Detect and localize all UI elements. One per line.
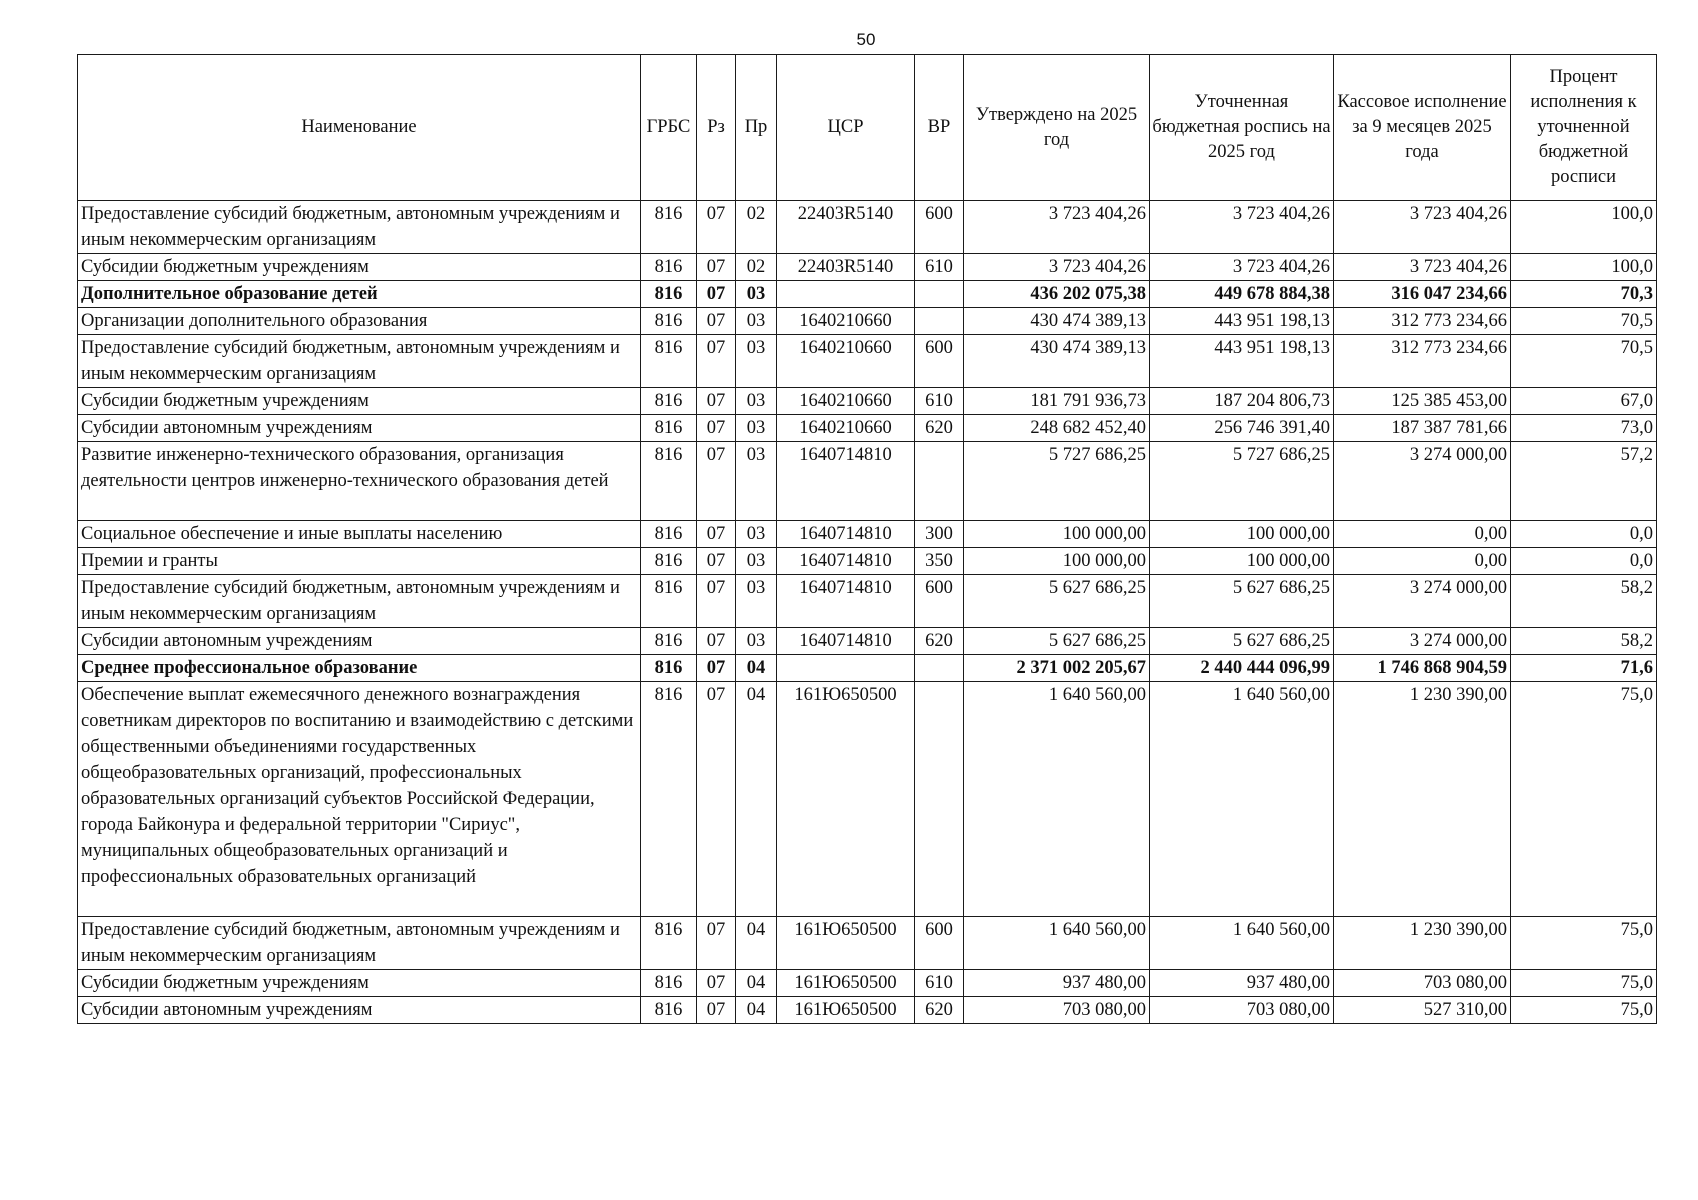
cell-refined: 1 640 560,00 [1150, 917, 1334, 970]
cell-grbs: 816 [641, 308, 697, 335]
cell-grbs: 816 [641, 521, 697, 548]
cell-pr: 04 [736, 917, 777, 970]
cell-approved: 937 480,00 [964, 970, 1150, 997]
cell-approved: 430 474 389,13 [964, 335, 1150, 388]
table-row [78, 415, 1657, 442]
cell-approved: 436 202 075,38 [964, 281, 1150, 308]
cell-csr [777, 281, 915, 308]
header-cash: Кассовое исполнение за 9 месяцев 2025 года [1334, 55, 1511, 201]
cell-rz: 07 [697, 970, 736, 997]
table-row [78, 575, 1657, 628]
cell-cash: 3 723 404,26 [1334, 201, 1511, 254]
table-row [78, 335, 1657, 388]
cell-rz: 07 [697, 308, 736, 335]
cell-grbs: 816 [641, 388, 697, 415]
cell-name: Предоставление субсидий бюджетным, автономным учреждениям и иным некоммерческим организациям [78, 201, 641, 254]
cell-approved: 3 723 404,26 [964, 201, 1150, 254]
cell-refined: 100 000,00 [1150, 521, 1334, 548]
table-row [78, 201, 1657, 254]
cell-approved: 100 000,00 [964, 521, 1150, 548]
cell-approved: 5 627 686,25 [964, 575, 1150, 628]
cell-csr: 22403R5140 [777, 201, 915, 254]
cell-percent: 0,0 [1511, 548, 1657, 575]
cell-grbs: 816 [641, 682, 697, 917]
cell-cash: 312 773 234,66 [1334, 308, 1511, 335]
cell-percent: 73,0 [1511, 415, 1657, 442]
table-row-section [78, 281, 1657, 308]
cell-rz: 07 [697, 655, 736, 682]
cell-vr [915, 308, 964, 335]
cell-vr [915, 682, 964, 917]
header-name: Наименование [78, 55, 641, 201]
cell-rz: 07 [697, 682, 736, 917]
cell-refined: 937 480,00 [1150, 970, 1334, 997]
cell-refined: 187 204 806,73 [1150, 388, 1334, 415]
cell-grbs: 816 [641, 442, 697, 521]
cell-name: Субсидии бюджетным учреждениям [78, 254, 641, 281]
cell-vr: 600 [915, 201, 964, 254]
cell-grbs: 816 [641, 281, 697, 308]
cell-approved: 430 474 389,13 [964, 308, 1150, 335]
cell-refined: 100 000,00 [1150, 548, 1334, 575]
cell-refined: 5 727 686,25 [1150, 442, 1334, 521]
cell-refined: 256 746 391,40 [1150, 415, 1334, 442]
cell-grbs: 816 [641, 335, 697, 388]
cell-csr: 1640714810 [777, 575, 915, 628]
cell-rz: 07 [697, 521, 736, 548]
cell-rz: 07 [697, 254, 736, 281]
cell-percent: 100,0 [1511, 254, 1657, 281]
cell-pr: 03 [736, 335, 777, 388]
cell-grbs: 816 [641, 917, 697, 970]
cell-vr [915, 655, 964, 682]
cell-refined: 5 627 686,25 [1150, 628, 1334, 655]
table-row-section [78, 655, 1657, 682]
table-row [78, 548, 1657, 575]
cell-percent: 70,5 [1511, 308, 1657, 335]
cell-rz: 07 [697, 201, 736, 254]
cell-csr: 161Ю650500 [777, 682, 915, 917]
cell-name: Субсидии автономным учреждениям [78, 415, 641, 442]
cell-percent: 57,2 [1511, 442, 1657, 521]
cell-name: Премии и гранты [78, 548, 641, 575]
cell-pr: 03 [736, 308, 777, 335]
cell-grbs: 816 [641, 575, 697, 628]
cell-cash: 125 385 453,00 [1334, 388, 1511, 415]
cell-approved: 248 682 452,40 [964, 415, 1150, 442]
cell-approved: 100 000,00 [964, 548, 1150, 575]
cell-pr: 04 [736, 970, 777, 997]
cell-rz: 07 [697, 442, 736, 521]
table-row [78, 521, 1657, 548]
cell-name: Предоставление субсидий бюджетным, автономным учреждениям и иным некоммерческим организациям [78, 575, 641, 628]
cell-percent: 70,5 [1511, 335, 1657, 388]
cell-vr: 600 [915, 917, 964, 970]
cell-vr: 600 [915, 575, 964, 628]
cell-vr: 350 [915, 548, 964, 575]
cell-cash: 0,00 [1334, 548, 1511, 575]
cell-percent: 71,6 [1511, 655, 1657, 682]
cell-grbs: 816 [641, 628, 697, 655]
cell-cash: 187 387 781,66 [1334, 415, 1511, 442]
cell-rz: 07 [697, 335, 736, 388]
cell-cash: 0,00 [1334, 521, 1511, 548]
cell-refined: 5 627 686,25 [1150, 575, 1334, 628]
budget-table [77, 54, 1657, 1024]
table-row [78, 997, 1657, 1024]
cell-approved: 2 371 002 205,67 [964, 655, 1150, 682]
cell-csr: 1640210660 [777, 388, 915, 415]
cell-cash: 3 723 404,26 [1334, 254, 1511, 281]
cell-pr: 03 [736, 521, 777, 548]
cell-grbs: 816 [641, 201, 697, 254]
cell-rz: 07 [697, 628, 736, 655]
cell-approved: 703 080,00 [964, 997, 1150, 1024]
header-csr: ЦСР [777, 55, 915, 201]
header-grbs: ГРБС [641, 55, 697, 201]
cell-rz: 07 [697, 281, 736, 308]
cell-rz: 07 [697, 917, 736, 970]
cell-refined: 1 640 560,00 [1150, 682, 1334, 917]
cell-name: Организации дополнительного образования [78, 308, 641, 335]
cell-csr: 1640210660 [777, 335, 915, 388]
cell-grbs: 816 [641, 655, 697, 682]
cell-name: Обеспечение выплат ежемесячного денежного вознаграждения советникам директоров по воспитанию и взаимодействию с детскими общественными объединениями государственных общеобразовательных организаций, профессиональных образовательных организаций субъектов Российской Федерации, города Байконура и федеральной территории "Сириус", муниципальных общеобразовательных организаций и профессиональных образовательных организаций [78, 682, 641, 917]
cell-grbs: 816 [641, 548, 697, 575]
header-row [78, 55, 1657, 201]
table-row [78, 254, 1657, 281]
cell-approved: 5 627 686,25 [964, 628, 1150, 655]
cell-vr [915, 442, 964, 521]
cell-vr [915, 281, 964, 308]
cell-pr: 03 [736, 442, 777, 521]
cell-cash: 3 274 000,00 [1334, 575, 1511, 628]
header-pr: Пр [736, 55, 777, 201]
cell-percent: 67,0 [1511, 388, 1657, 415]
cell-pr: 03 [736, 388, 777, 415]
cell-name: Субсидии бюджетным учреждениям [78, 970, 641, 997]
cell-rz: 07 [697, 548, 736, 575]
cell-csr: 1640714810 [777, 521, 915, 548]
cell-name: Среднее профессиональное образование [78, 655, 641, 682]
cell-approved: 1 640 560,00 [964, 682, 1150, 917]
cell-approved: 5 727 686,25 [964, 442, 1150, 521]
table-row [78, 308, 1657, 335]
cell-refined: 3 723 404,26 [1150, 201, 1334, 254]
header-vr: ВР [915, 55, 964, 201]
cell-cash: 3 274 000,00 [1334, 628, 1511, 655]
cell-csr: 1640210660 [777, 308, 915, 335]
cell-refined: 3 723 404,26 [1150, 254, 1334, 281]
cell-csr: 1640714810 [777, 442, 915, 521]
cell-cash: 1 746 868 904,59 [1334, 655, 1511, 682]
cell-percent: 75,0 [1511, 970, 1657, 997]
cell-cash: 316 047 234,66 [1334, 281, 1511, 308]
cell-percent: 70,3 [1511, 281, 1657, 308]
cell-pr: 04 [736, 682, 777, 917]
cell-vr: 620 [915, 415, 964, 442]
cell-approved: 3 723 404,26 [964, 254, 1150, 281]
cell-percent: 58,2 [1511, 575, 1657, 628]
cell-vr: 600 [915, 335, 964, 388]
cell-rz: 07 [697, 997, 736, 1024]
cell-vr: 620 [915, 628, 964, 655]
header-approved: Утверждено на 2025 год [964, 55, 1150, 201]
cell-csr: 1640714810 [777, 548, 915, 575]
cell-vr: 620 [915, 997, 964, 1024]
cell-pr: 03 [736, 575, 777, 628]
cell-csr [777, 655, 915, 682]
table-row [78, 388, 1657, 415]
table-row [78, 970, 1657, 997]
cell-refined: 703 080,00 [1150, 997, 1334, 1024]
cell-percent: 58,2 [1511, 628, 1657, 655]
cell-percent: 0,0 [1511, 521, 1657, 548]
cell-cash: 703 080,00 [1334, 970, 1511, 997]
cell-grbs: 816 [641, 415, 697, 442]
cell-grbs: 816 [641, 254, 697, 281]
cell-approved: 1 640 560,00 [964, 917, 1150, 970]
cell-name: Дополнительное образование детей [78, 281, 641, 308]
table-row [78, 628, 1657, 655]
header-rz: Рз [697, 55, 736, 201]
cell-refined: 443 951 198,13 [1150, 308, 1334, 335]
cell-cash: 1 230 390,00 [1334, 682, 1511, 917]
cell-vr: 610 [915, 388, 964, 415]
cell-csr: 1640714810 [777, 628, 915, 655]
cell-name: Социальное обеспечение и иные выплаты населению [78, 521, 641, 548]
page-number: 50 [856, 30, 876, 49]
cell-pr: 03 [736, 415, 777, 442]
cell-refined: 449 678 884,38 [1150, 281, 1334, 308]
cell-name: Субсидии автономным учреждениям [78, 997, 641, 1024]
table-row [78, 442, 1657, 521]
cell-pr: 03 [736, 548, 777, 575]
cell-csr: 22403R5140 [777, 254, 915, 281]
table-row [78, 917, 1657, 970]
cell-refined: 2 440 444 096,99 [1150, 655, 1334, 682]
cell-pr: 03 [736, 281, 777, 308]
cell-name: Предоставление субсидий бюджетным, автономным учреждениям и иным некоммерческим организациям [78, 917, 641, 970]
cell-percent: 75,0 [1511, 917, 1657, 970]
cell-name: Развитие инженерно-технического образования, организация деятельности центров инженерно-технического образования детей [78, 442, 641, 521]
cell-name: Предоставление субсидий бюджетным, автономным учреждениям и иным некоммерческим организациям [78, 335, 641, 388]
cell-rz: 07 [697, 388, 736, 415]
cell-percent: 75,0 [1511, 997, 1657, 1024]
header-refined: Уточненная бюджетная роспись на 2025 год [1150, 55, 1334, 201]
cell-vr: 610 [915, 254, 964, 281]
cell-name: Субсидии бюджетным учреждениям [78, 388, 641, 415]
cell-pr: 04 [736, 655, 777, 682]
cell-grbs: 816 [641, 997, 697, 1024]
cell-csr: 1640210660 [777, 415, 915, 442]
cell-cash: 312 773 234,66 [1334, 335, 1511, 388]
cell-vr: 610 [915, 970, 964, 997]
cell-percent: 100,0 [1511, 201, 1657, 254]
cell-csr: 161Ю650500 [777, 997, 915, 1024]
cell-cash: 527 310,00 [1334, 997, 1511, 1024]
cell-name: Субсидии автономным учреждениям [78, 628, 641, 655]
cell-percent: 75,0 [1511, 682, 1657, 917]
cell-pr: 03 [736, 628, 777, 655]
cell-rz: 07 [697, 415, 736, 442]
cell-refined: 443 951 198,13 [1150, 335, 1334, 388]
header-percent: Процент исполнения к уточненной бюджетной росписи [1511, 55, 1657, 201]
cell-cash: 3 274 000,00 [1334, 442, 1511, 521]
cell-csr: 161Ю650500 [777, 970, 915, 997]
cell-approved: 181 791 936,73 [964, 388, 1150, 415]
table-row [78, 682, 1657, 917]
cell-csr: 161Ю650500 [777, 917, 915, 970]
cell-pr: 02 [736, 254, 777, 281]
cell-pr: 04 [736, 997, 777, 1024]
cell-pr: 02 [736, 201, 777, 254]
cell-grbs: 816 [641, 970, 697, 997]
cell-vr: 300 [915, 521, 964, 548]
cell-cash: 1 230 390,00 [1334, 917, 1511, 970]
cell-rz: 07 [697, 575, 736, 628]
